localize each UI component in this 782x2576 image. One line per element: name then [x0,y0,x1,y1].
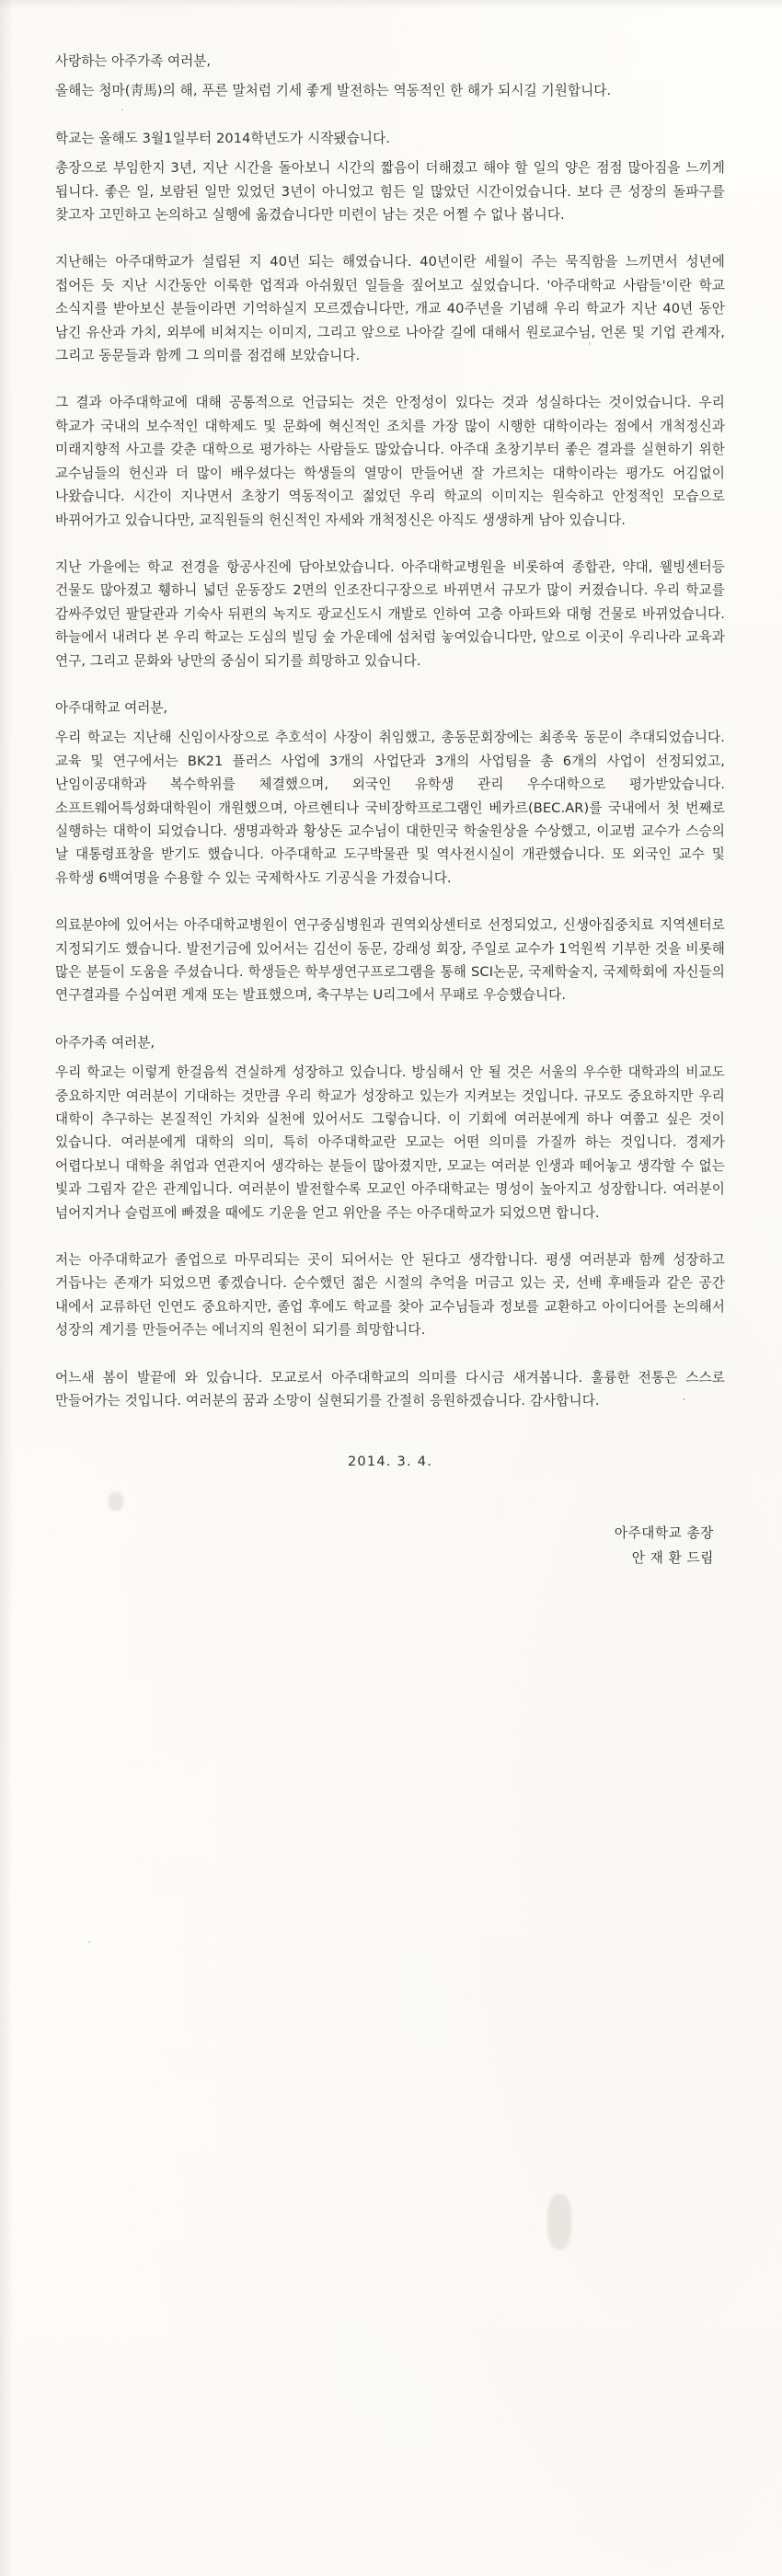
scan-smudge [547,2194,571,2249]
signature-title: 아주대학교 총장 [614,1524,714,1541]
paragraph-8: 우리 학교는 이렇게 한걸음씩 견실하게 성장하고 있습니다. 방심해서 안 될 것은 서울의 우수한 대학과의 비교도 중요하지만 여러분이 기대하는 것만큼 우리 학교가 성장하고 있는가 지켜보는 것입니다. 규모도 중요하지만 우리 대학이 추구하는 본질적인 가치와 실천에 있어서도 그렇습니다. 이 기회에 여러분에게 하나 여쭙고 싶은 것이 있습니다. 여러분에게 대학의 의미, 특히 아주대학교란 모교는 어떤 의미를 가질까 하는 것입니다. 경제가 어렵다보니 대학을 취업과 연관지어 생각하는 분들이 많아졌지만, 모교는 여러분 인생과 떼어놓고 생각할 수 없는 빛과 그림자 같은 관계입니다. 여러분이 발전할수록 모교인 아주대학교는 명성이 높아지고 성장합니다. 여러분이 넘어지거나 슬럼프에 빠졌을 때에도 기운을 얻고 위안을 주는 아주대학교가 되었으면 합니다. [55,1064,725,1221]
paragraph-10: 어느새 봄이 발끝에 와 있습니다. 모교로서 아주대학교의 의미를 다시금 새겨봅니다. 훌륭한 전통은 스스로 만들어가는 것입니다. 여러분의 꿈과 소망이 실현되기를 간절히 응원하겠습니다. 감사합니다. [55,1369,725,1409]
letter-body [55,50,725,1570]
paragraph-7: 의료분야에 있어서는 아주대학교병원이 연구중심병원과 권역외상센터로 선정되었고, 신생아집중치료 지역센터로 지정되기도 했습니다. 발전기금에 있어서는 김선이 동문, 강래성 회장, 주일로 교수가 1억원씩 기부한 것을 비롯해 많은 분들이 도움을 주셨습니다. 학생들은 학부생연구프로그램을 통해 SCI논문, 국제학술지, 국제학회에 자신들의 연구결과를 수십여편 게재 또는 발표했으며, 축구부는 U리그에서 무패로 우승했습니다. [55,917,725,1004]
paragraph-2: 총장으로 부임한지 3년, 지난 시간을 돌아보니 시간의 짧음이 더해졌고 해야 할 일의 양은 점점 많아짐을 느끼게 됩니다. 좋은 일, 보람된 일만 있었던 3년이 아니었고 힘든 일 많았던 시간이었습니다. 보다 큰 성장의 돌파구를 찾고자 고민하고 논의하고 실행에 옮겼습니다만 미련이 남는 것은 어쩔 수 없나 봅니다. [55,160,725,224]
section-greeting-3: 아주가족 여러분, [55,1034,155,1051]
letter-greeting: 사랑하는 아주가족 여러분, [55,53,211,69]
paragraph-4: 그 결과 아주대학교에 대해 공통적으로 언급되는 것은 안정성이 있다는 것과 성실하다는 것이었습니다. 우리 학교가 국내의 보수적인 대학제도 및 문화에 혁신적인 조치를 가장 많이 시행한 대학이라는 점에서 개척정신과 미래지향적 사고를 갖춘 대학으로 평가하는 사람들도 많았습니다. 아주대 초창기부터 좋은 결과를 실현하기 위한 교수님들의 헌신과 더 많이 배우셨다는 학생들의 열망이 만들어낸 잘 가르치는 대학이라는 평가도 어김없이 나왔습니다. 시간이 지나면서 초창기 역동적이고 젊었던 우리 학교의 이미지는 원숙하고 안정적인 모습으로 바뀌어가고 있습니다만, 교직원들의 헌신적인 자세와 개척정신은 아직도 생생하게 남아 있습니다. [55,395,725,528]
letter-date: 2014. 3. 4. [347,1453,433,1469]
letter-greeting-body: 올해는 청마(靑馬)의 해, 푸른 말처럼 기세 좋게 발전하는 역동적인 한 해가 되시길 기원합니다. [55,83,612,99]
signature-name: 안 재 환 드림 [631,1549,714,1566]
paragraph-9: 저는 아주대학교가 졸업으로 마무리되는 곳이 되어서는 안 된다고 생각합니다. 평생 여러분과 함께 성장하고 거듭나는 존재가 되었으면 좋겠습니다. 순수했던 젊은 시절의 추억을 머금고 있는 곳, 선배 후배들과 같은 공간 내에서 교류하던 인연도 중요하지만, 졸업 후에도 학교를 찾아 교수님들과 정보를 교환하고 아이디어를 논의해서 성장의 계기를 만들어주는 에너지의 원천이 되기를 희망합니다. [55,1252,725,1339]
paragraph-6: 우리 학교는 지난해 신임이사장으로 추호석이 사장이 취임했고, 총동문회장에는 최종욱 동문이 추대되었습니다. 교육 및 연구에서는 BK21 플러스 사업에 3개의 사업단과 3개의 사업팀을 총 6개의 사업이 선정되었고, 난임이공대학과 복수학위를 체결했으며, 외국인 유학생 관리 우수대학으로 평가받았습니다. 소프트웨어특성화대학원이 개원했으며, 아르헨티나 국비장학프로그램인 베카르(BEC.AR)를 국내에서 첫 번째로 실행하는 대학이 되었습니다. 생명과학과 황상돈 교수님이 대한민국 학술원상을 수상했고, 이교범 교수가 스승의 날 대통령표창을 받기도 했습니다. 아주대학교 도구박물관 및 역사전시실이 개관했습니다. 또 외국인 교수 및 유학생 6백여명을 수용할 수 있는 국제학사도 기공식을 가졌습니다. [55,730,725,886]
paragraph-5: 지난 가을에는 학교 전경을 항공사진에 담아보았습니다. 아주대학교병원을 비롯하여 종합관, 약대, 웰빙센터등 건물도 많아졌고 휑하니 넓던 운동장도 2면의 인조잔디구장으로 바뀌면서 규모가 많이 커졌습니다. 우리 학교를 감싸주었던 팔달관과 기숙사 뒤편의 녹지도 광교신도시 개발로 인하여 고층 아파트와 대형 건물로 바뀌었습니다. 하늘에서 내려다 본 우리 학교는 도심의 빌딩 숲 가운데에 섬처럼 놓여있습니다만, 앞으로 이곳이 우리나라 교육과 연구, 그리고 문화와 낭만의 중심이 되기를 희망하고 있습니다. [55,558,725,669]
paragraph-1: 학교는 올해도 3월1일부터 2014학년도가 시작됐습니다. [55,130,390,146]
paragraph-3: 지난해는 아주대학교가 설립된 지 40년 되는 해였습니다. 40년이란 세월이 주는 묵직함을 느끼면서 성년에 접어든 듯 지난 시간동안 이룩한 업적과 아쉬웠던 일들을 짚어보고 싶었습니다. '아주대학교 사람들'이란 학교 소식지를 받아보신 분들이라면 기억하실지 모르겠습니다만, 개교 40주년을 기념해 우리 학교가 지난 40년 동안 남긴 유산과 가치, 외부에 비쳐지는 이미지, 그리고 앞으로 나아갈 길에 대해서 원로교수님, 언론 및 기업 관계자, 그리고 동문들과 함께 그 의미를 점검해 보았습니다. [55,254,725,364]
page-edge-shadow-left [0,0,13,2576]
signature-block [55,1521,725,1570]
page-edge-shadow-top [0,0,782,9]
section-greeting-2: 아주대학교 여러분, [55,699,168,716]
scan-speck [88,1941,90,1943]
